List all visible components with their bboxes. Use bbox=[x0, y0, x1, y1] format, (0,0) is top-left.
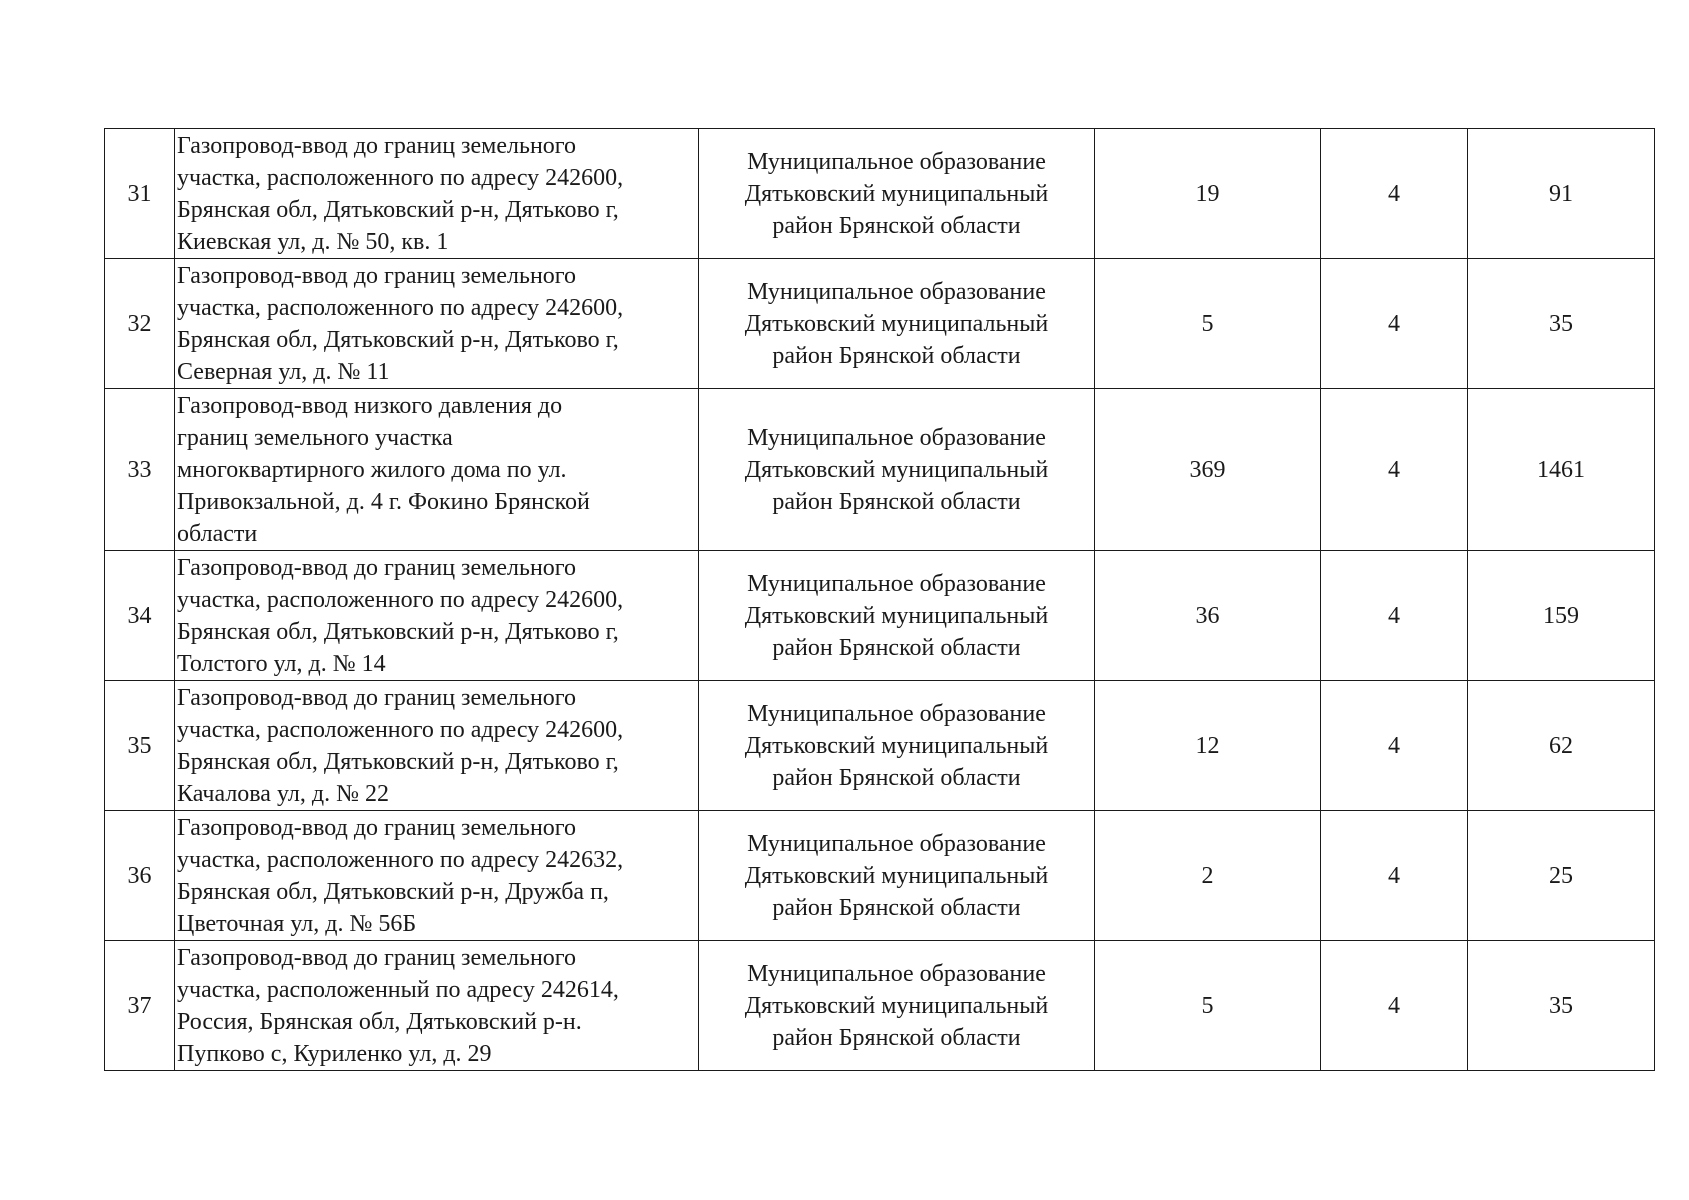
description-line: Брянская обл, Дятьковский р-н, Дятьково г, bbox=[177, 326, 619, 353]
value-cell-1: 19 bbox=[1095, 129, 1321, 259]
description-line: Брянская обл, Дятьковский р-н, Дятьково г, bbox=[177, 196, 619, 223]
owner-line: Дятьковский муниципальный bbox=[744, 862, 1049, 889]
owner-line: Дятьковский муниципальный bbox=[744, 180, 1049, 207]
row-number-cell: 37 bbox=[105, 941, 175, 1071]
object-description-cell bbox=[175, 681, 699, 811]
owner-line: район Брянской области bbox=[772, 212, 1021, 239]
owner-line: Муниципальное образование bbox=[747, 570, 1046, 597]
description-line: участка, расположенного по адресу 242600, bbox=[177, 586, 624, 613]
object-description-cell bbox=[175, 941, 699, 1071]
value-cell-3: 25 bbox=[1468, 811, 1655, 941]
row-number-cell: 31 bbox=[105, 129, 175, 259]
table-row bbox=[105, 941, 1655, 1071]
object-description-cell bbox=[175, 389, 699, 551]
owner-cell bbox=[699, 389, 1095, 551]
description-line: Газопровод-ввод до границ земельного bbox=[177, 554, 577, 581]
value-cell-1: 5 bbox=[1095, 941, 1321, 1071]
value-cell-2: 4 bbox=[1321, 811, 1468, 941]
owner-line: Дятьковский муниципальный bbox=[744, 992, 1049, 1019]
object-description-cell bbox=[175, 551, 699, 681]
table-row bbox=[105, 389, 1655, 551]
table-row bbox=[105, 259, 1655, 389]
owner-line: Дятьковский муниципальный bbox=[744, 602, 1049, 629]
owner-line: район Брянской области bbox=[772, 894, 1021, 921]
owner-line: Муниципальное образование bbox=[747, 424, 1046, 451]
object-description-cell bbox=[175, 811, 699, 941]
owner-line: район Брянской области bbox=[772, 342, 1021, 369]
description-line: границ земельного участка bbox=[177, 424, 453, 451]
table-row bbox=[105, 811, 1655, 941]
value-cell-3: 35 bbox=[1468, 259, 1655, 389]
row-number-cell: 35 bbox=[105, 681, 175, 811]
row-number-cell: 34 bbox=[105, 551, 175, 681]
owner-line: Дятьковский муниципальный bbox=[744, 310, 1049, 337]
owner-line: Муниципальное образование bbox=[747, 278, 1046, 305]
value-cell-1: 36 bbox=[1095, 551, 1321, 681]
value-cell-3: 35 bbox=[1468, 941, 1655, 1071]
object-description-cell bbox=[175, 259, 699, 389]
owner-line: Муниципальное образование bbox=[747, 960, 1046, 987]
value-cell-1: 2 bbox=[1095, 811, 1321, 941]
value-cell-3: 91 bbox=[1468, 129, 1655, 259]
table-row bbox=[105, 551, 1655, 681]
value-cell-2: 4 bbox=[1321, 551, 1468, 681]
value-cell-1: 369 bbox=[1095, 389, 1321, 551]
owner-line: район Брянской области bbox=[772, 488, 1021, 515]
owner-cell bbox=[699, 129, 1095, 259]
value-cell-1: 12 bbox=[1095, 681, 1321, 811]
description-line: Качалова ул, д. № 22 bbox=[177, 780, 389, 807]
owner-cell bbox=[699, 259, 1095, 389]
object-description-cell bbox=[175, 129, 699, 259]
owner-cell bbox=[699, 941, 1095, 1071]
value-cell-1: 5 bbox=[1095, 259, 1321, 389]
description-line: участка, расположенного по адресу 242600, bbox=[177, 294, 624, 321]
description-line: Газопровод-ввод до границ земельного bbox=[177, 132, 577, 159]
objects-table bbox=[104, 128, 1655, 1071]
description-line: Северная ул, д. № 11 bbox=[177, 358, 390, 385]
value-cell-2: 4 bbox=[1321, 129, 1468, 259]
row-number-cell: 36 bbox=[105, 811, 175, 941]
value-cell-2: 4 bbox=[1321, 941, 1468, 1071]
description-line: Газопровод-ввод до границ земельного bbox=[177, 262, 577, 289]
owner-line: Муниципальное образование bbox=[747, 700, 1046, 727]
description-line: участка, расположенного по адресу 242632, bbox=[177, 846, 624, 873]
owner-line: Муниципальное образование bbox=[747, 148, 1046, 175]
description-line: Брянская обл, Дятьковский р-н, Дружба п, bbox=[177, 878, 609, 905]
description-line: Газопровод-ввод низкого давления до bbox=[177, 392, 563, 419]
description-line: Россия, Брянская обл, Дятьковский р-н. bbox=[177, 1008, 582, 1035]
table-row bbox=[105, 129, 1655, 259]
owner-line: район Брянской области bbox=[772, 634, 1021, 661]
value-cell-3: 159 bbox=[1468, 551, 1655, 681]
owner-line: Дятьковский муниципальный bbox=[744, 732, 1049, 759]
owner-cell bbox=[699, 551, 1095, 681]
owner-line: Дятьковский муниципальный bbox=[744, 456, 1049, 483]
description-line: Толстого ул, д. № 14 bbox=[177, 650, 386, 677]
table-row bbox=[105, 681, 1655, 811]
description-line: области bbox=[177, 520, 258, 547]
description-line: Газопровод-ввод до границ земельного bbox=[177, 944, 577, 971]
value-cell-3: 62 bbox=[1468, 681, 1655, 811]
owner-line: район Брянской области bbox=[772, 1024, 1021, 1051]
row-number-cell: 32 bbox=[105, 259, 175, 389]
row-number-cell: 33 bbox=[105, 389, 175, 551]
description-line: Брянская обл, Дятьковский р-н, Дятьково г, bbox=[177, 748, 619, 775]
owner-cell bbox=[699, 681, 1095, 811]
description-line: Брянская обл, Дятьковский р-н, Дятьково г, bbox=[177, 618, 619, 645]
description-line: участка, расположенный по адресу 242614, bbox=[177, 976, 619, 1003]
owner-cell bbox=[699, 811, 1095, 941]
description-line: Цветочная ул, д. № 56Б bbox=[177, 910, 417, 937]
description-line: Пупково с, Куриленко ул, д. 29 bbox=[177, 1040, 492, 1067]
description-line: Киевская ул, д. № 50, кв. 1 bbox=[177, 228, 449, 255]
description-line: Газопровод-ввод до границ земельного bbox=[177, 814, 577, 841]
value-cell-2: 4 bbox=[1321, 389, 1468, 551]
owner-line: Муниципальное образование bbox=[747, 830, 1046, 857]
value-cell-2: 4 bbox=[1321, 259, 1468, 389]
description-line: Привокзальной, д. 4 г. Фокино Брянской bbox=[177, 488, 590, 515]
value-cell-3: 1461 bbox=[1468, 389, 1655, 551]
description-line: участка, расположенного по адресу 242600, bbox=[177, 164, 624, 191]
value-cell-2: 4 bbox=[1321, 681, 1468, 811]
description-line: многоквартирного жилого дома по ул. bbox=[177, 456, 567, 483]
description-line: Газопровод-ввод до границ земельного bbox=[177, 684, 577, 711]
objects-table-body bbox=[105, 129, 1655, 1071]
owner-line: район Брянской области bbox=[772, 764, 1021, 791]
description-line: участка, расположенного по адресу 242600, bbox=[177, 716, 624, 743]
